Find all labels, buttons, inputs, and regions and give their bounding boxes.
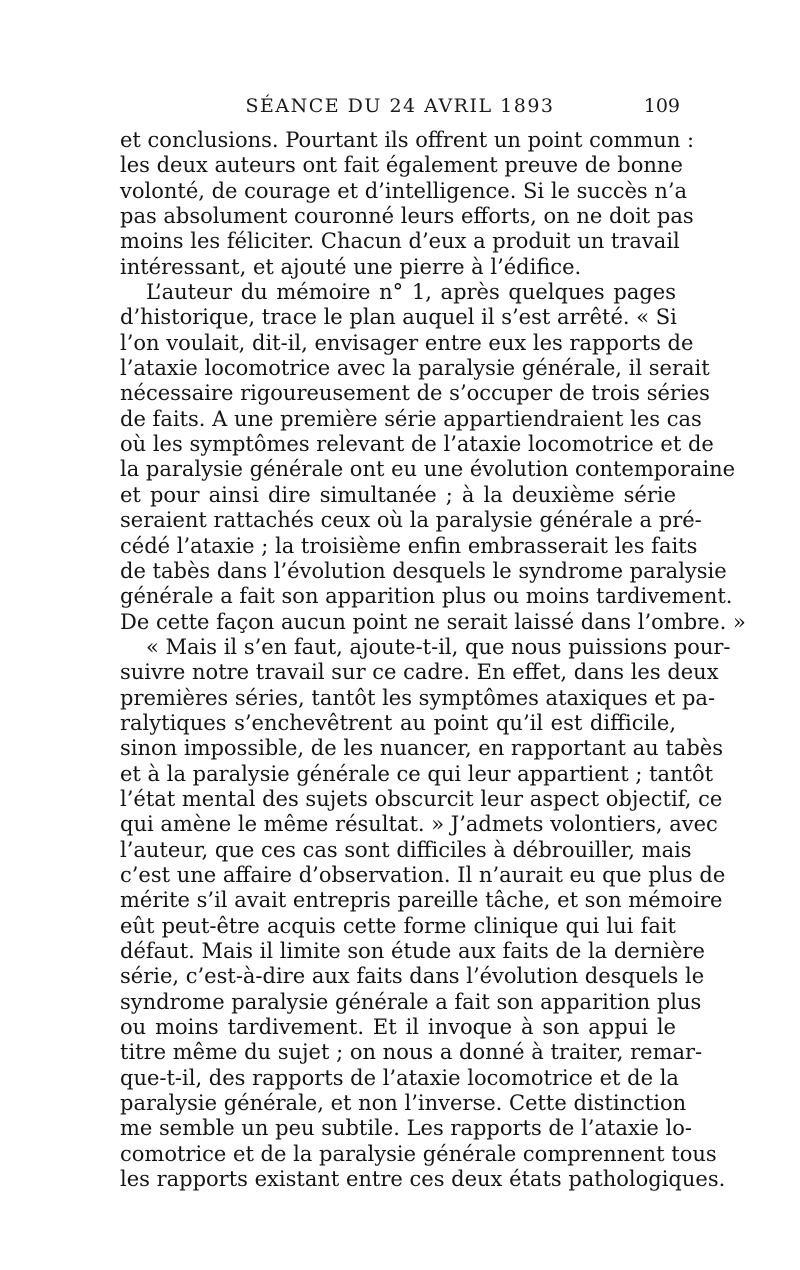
text-line: sinon impossible, de les nuancer, en rapportant au tabès [120,736,723,761]
text-line: intéressant, et ajouté une pierre à l’édifice. [120,254,582,279]
text-line: l’état mental des sujets obscurcit leur aspect objectif, ce [120,786,723,811]
text-line: titre même du sujet ; on nous a donné à traiter, remar- [120,1040,703,1065]
text-line: comotrice et de la paralysie générale comprennent tous [120,1141,717,1166]
text-line: cédé l’ataxie ; la troisième enfin embrasserait les faits [120,533,698,558]
text-line: que-t-il, des rapports de l’ataxie locomotrice et de la [120,1065,679,1090]
text-line: et conclusions. Pourtant ils offrent un point commun : [120,128,695,152]
text-line: l’ataxie locomotrice avec la paralysie générale, il serait [120,356,710,381]
text-line: les rapports existant entre ces deux états pathologiques. [120,1167,726,1192]
text-line: série, c’est-à-dire aux faits dans l’évolution desquels le [120,964,705,989]
text-line: De cette façon aucun point ne serait laissé dans l’ombre. » [120,609,746,634]
running-title: SÉANCE DU 24 AVRIL 1893 [245,95,555,117]
text-line: syndrome paralysie générale a fait son apparition plus [120,989,702,1014]
text-line: et pour ainsi dire simultanée ; à la deuxième série [120,482,676,507]
text-line: l’auteur, que ces cas sont difficiles à débrouiller, mais [120,837,692,862]
text-line: premières séries, tantôt les symptômes ataxiques et pa- [120,685,716,710]
text-line: qui amène le même résultat. » J’admets volontiers, avec [120,812,718,837]
text-line: seraient rattachés ceux où la paralysie générale a pré- [120,508,702,533]
text-line: eût peut-être acquis cette forme clinique qui lui fait [120,913,676,938]
text-line: ralytiques s’enchevêtrent au point qu’il est difficile, [120,710,676,735]
text-line: « Mais il s’en faut, ajoute-t-il, que nous puissions pour- [146,634,731,659]
text-line: paralysie générale, et non l’inverse. Cette distinction [120,1091,687,1116]
text-line: la paralysie générale ont eu une évolution contemporaine [120,457,736,482]
running-head [120,95,680,119]
text-line: c’est une affaire d’observation. Il n’aurait eu que plus de [120,862,726,887]
page-number: 109 [643,95,680,117]
text-line: pas absolument couronné leurs efforts, on ne doit pas [120,204,694,229]
text-line: suivre notre travail sur ce cadre. En effet, dans les deux [120,660,719,685]
text-line: L’auteur du mémoire n° 1, après quelques pages [146,280,676,305]
text-line: ou moins tardivement. Et il invoque à son appui le [120,1015,676,1040]
text-line: de tabès dans l’évolution desquels le syndrome paralysie [120,558,727,583]
text-line: où les symptômes relevant de l’ataxie locomotrice et de [120,432,714,457]
text-line: nécessaire rigoureusement de s’occuper de trois séries [120,381,710,406]
text-line: l’on voulait, dit-il, envisager entre eux les rapports de [120,330,694,355]
body-text [120,128,746,1192]
text-line: et à la paralysie générale ce qui leur appartient ; tantôt [120,761,714,786]
text-line: générale a fait son apparition plus ou moins tardivement. [120,584,733,609]
text-line: me semble un peu subtile. Les rapports de l’ataxie lo- [120,1116,692,1141]
text-line: défaut. Mais il limite son étude aux faits de la dernière [120,939,705,963]
text-line: d’historique, trace le plan auquel il s’est arrêté. « Si [120,305,677,330]
text-line: moins les féliciter. Chacun d’eux a produit un travail [120,229,680,254]
text-line: de faits. A une première série appartiendraient les cas [120,406,702,431]
text-line: volonté, de courage et d’intelligence. Si le succès n’a [120,178,688,203]
text-line: les deux auteurs ont fait également preuve de bonne [120,153,683,178]
text-line: mérite s’il avait entrepris pareille tâche, et son mémoire [120,888,723,913]
